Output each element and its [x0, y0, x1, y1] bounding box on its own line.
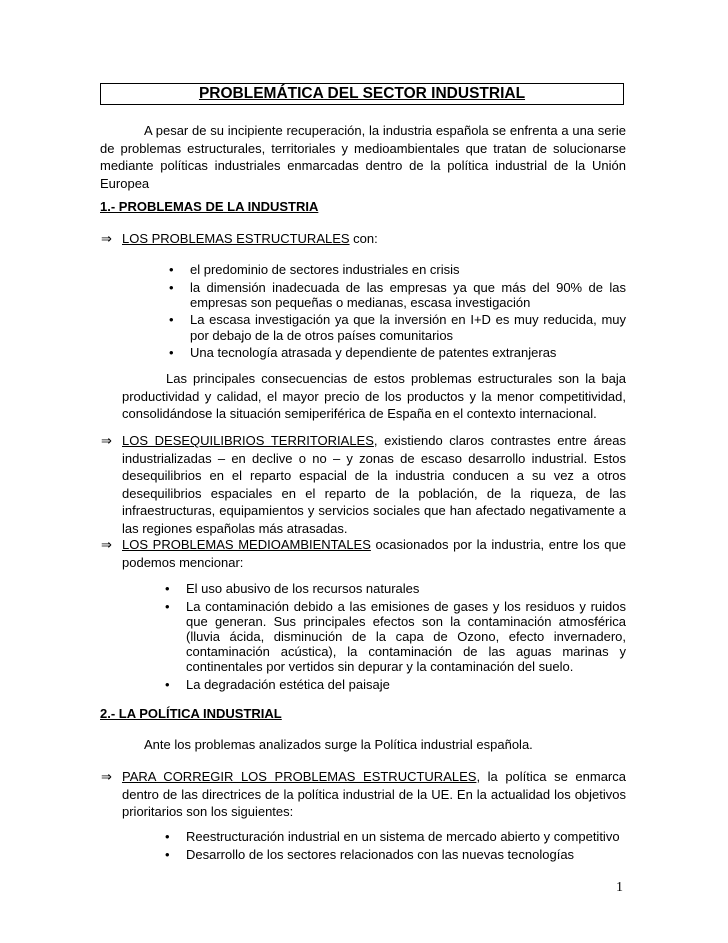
objectives-bullet-list: [165, 829, 626, 864]
bullet-icon: •: [165, 677, 170, 692]
list-item: • La contaminación debido a las emisiones de gases y los residuos y ruidos que generan. Sus principales efectos son la contaminación atmosférica (lluvia ácida, disminución de la capa de Ozono, efecto invernadero, contaminación acústica), la contaminación de las aguas marinas y continentales por vertidos sin depurar y la contaminación del suelo.: [165, 598, 626, 675]
structural-problems-item: ⇒ LOS PROBLEMAS ESTRUCTURALES con:: [101, 231, 378, 246]
environmental-item: ⇒ LOS PROBLEMAS MEDIOAMBIENTALES ocasionados por la industria, entre los que podemos mencionar:: [101, 537, 626, 570]
list-item: • la dimensión inadecuada de las empresas ya que más del 90% de las empresas son pequeñas o medianas, escasa investigación: [169, 279, 626, 310]
list-item: • Una tecnología atrasada y dependiente de patentes extranjeras: [169, 345, 557, 361]
structural-label: LOS PROBLEMAS ESTRUCTURALES: [122, 231, 350, 246]
list-item: • La escasa investigación ya que la inversión en I+D es muy reducida, muy por debajo de la de otros países comunitarios: [169, 312, 626, 343]
arrow-right-icon: ⇒: [101, 433, 112, 448]
page-title: PROBLEMÁTICA DEL SECTOR INDUSTRIAL: [100, 83, 624, 105]
bullet-icon: •: [169, 262, 174, 277]
bullet-icon: •: [165, 846, 170, 862]
bullet-icon: •: [165, 829, 170, 844]
section-2-heading: 2.- LA POLÍTICA INDUSTRIAL: [100, 706, 282, 721]
section-2-intro: Ante los problemas analizados surge la Política industrial española.: [144, 737, 533, 752]
list-item: • La degradación estética del paisaje: [165, 677, 390, 692]
territorial-label: LOS DESEQUILIBRIOS TERRITORIALES: [122, 433, 374, 448]
section-1-heading: 1.- PROBLEMAS DE LA INDUSTRIA: [100, 199, 319, 214]
environmental-label: LOS PROBLEMAS MEDIOAMBIENTALES: [122, 537, 371, 552]
bullet-icon: •: [169, 345, 174, 361]
bullet-icon: •: [165, 598, 170, 614]
arrow-right-icon: ⇒: [101, 769, 112, 784]
list-item: • Reestructuración industrial en un sistema de mercado abierto y competitivo: [165, 829, 620, 844]
consequences-paragraph: Las principales consecuencias de estos problemas estructurales son la baja productividad y calidad, el mayor precio de los productos y la menor competitividad, consolidándose la situación semiperiférica de España en el contexto internacional.: [122, 371, 626, 421]
bullet-icon: •: [169, 312, 174, 328]
page-number: 1: [616, 880, 623, 895]
list-item: • Desarrollo de los sectores relacionados con las nuevas tecnologías: [165, 846, 575, 862]
environmental-bullet-list: [165, 581, 626, 695]
correct-label: PARA CORREGIR LOS PROBLEMAS ESTRUCTURALES: [122, 769, 477, 784]
correct-structural-item: ⇒ PARA CORREGIR LOS PROBLEMAS ESTRUCTURALES, la política se enmarca dentro de las directrices de la política industrial de la UE. En la actualidad los objetivos prioritarios son los siguientes:: [101, 769, 626, 819]
arrow-right-icon: ⇒: [101, 231, 112, 246]
territorial-item: ⇒ LOS DESEQUILIBRIOS TERRITORIALES, existiendo claros contrastes entre áreas industrializadas – en declive o no – y zonas de escaso desarrollo industrial. Estos desequilibrios en el reparto espacial de la industria conducen a su vez a otros desequilibrios espaciales en el reparto de la población, de la riqueza, de las infraestructuras, equipamientos y servicios sociales que han afectado negativamente a las regiones españolas más atrasadas.: [101, 433, 626, 536]
list-item: • el predominio de sectores industriales en crisis: [169, 262, 460, 277]
bullet-icon: •: [169, 279, 174, 295]
intro-paragraph: A pesar de su incipiente recuperación, la industria española se enfrenta a una serie de problemas estructurales, territoriales y medioambientales que tratan de solucionarse mediante políticas industriales enmarcadas dentro de la política industrial de la Unión Europea: [100, 123, 626, 191]
bullet-icon: •: [165, 581, 170, 596]
list-item: • El uso abusivo de los recursos naturales: [165, 581, 420, 596]
arrow-right-icon: ⇒: [101, 537, 112, 552]
structural-bullet-list: [169, 262, 626, 363]
